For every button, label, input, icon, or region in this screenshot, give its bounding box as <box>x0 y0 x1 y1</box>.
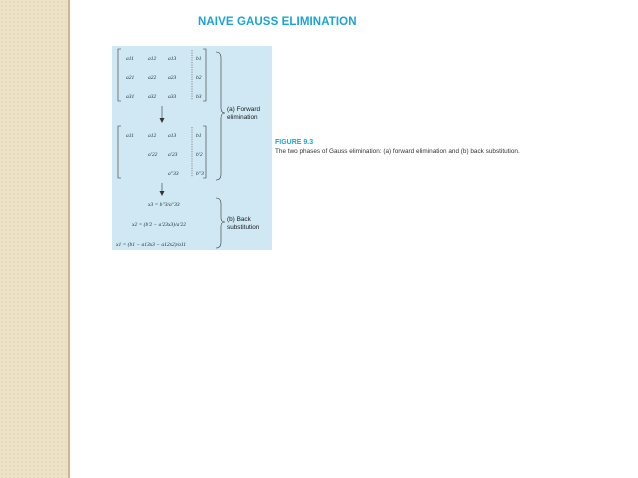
matrix1-entry-r1c3: a13 <box>168 56 177 62</box>
matrix1-entries <box>126 56 202 100</box>
gauss-elimination-diagram <box>112 46 272 250</box>
matrix1-entry-r2c1: a21 <box>126 75 135 81</box>
forward-arrow-head <box>160 118 165 123</box>
matrix1-entry-r3c2: a32 <box>148 94 157 100</box>
matrix2-entry-r2c4: b'2 <box>196 152 203 158</box>
matrix1-entry-r3c3: a33 <box>168 94 177 100</box>
figure-panel <box>112 46 272 250</box>
forward-label-line2: elimination <box>227 114 258 121</box>
matrix1-left-bracket <box>118 49 121 101</box>
back-label-line2: substitution <box>227 224 260 231</box>
equation-x1: x1 = (b1 − a13x3 − a12x2)/a11 <box>116 242 186 248</box>
matrix2-entry-r1c1: a11 <box>126 133 134 139</box>
back-label-line1: (b) Back <box>227 216 251 223</box>
matrix1-entry-r3c1: a31 <box>126 94 135 100</box>
matrix1-right-bracket <box>203 49 206 101</box>
side-strip-border <box>68 0 70 478</box>
decorative-side-strip <box>0 0 68 478</box>
slide-title: NAIVE GAUSS ELIMINATION <box>198 16 357 28</box>
matrix2-entry-r3c3: a''33 <box>168 171 179 177</box>
matrix1-entry-r3c4: b3 <box>196 94 202 100</box>
matrix1-entry-r1c2: a12 <box>148 56 157 62</box>
matrix1-entry-r1c1: a11 <box>126 56 134 62</box>
back-arrow-head <box>160 191 165 196</box>
matrix2-entry-r2c2: a'22 <box>148 152 158 158</box>
forward-elimination-brace <box>216 52 225 180</box>
matrix1-entry-r2c2: a22 <box>148 75 157 81</box>
forward-label-line1: (a) Forward <box>227 106 261 113</box>
figure-caption-title: FIGURE 9.3 <box>275 139 314 146</box>
back-substitution-brace <box>216 198 225 248</box>
matrix2-entry-r3c4: b''3 <box>196 171 204 177</box>
matrix1-entry-r2c3: a23 <box>168 75 177 81</box>
figure-caption-text: The two phases of Gauss elimination: (a) forward elimination and (b) back substitution. <box>275 148 520 155</box>
matrix1-entry-r1c4: b1 <box>196 56 202 62</box>
matrix1-entry-r2c4: b2 <box>196 75 202 81</box>
equation-x2: x2 = (b'2 − a'23x3)/a'22 <box>132 222 187 228</box>
equation-x3: x3 = b''3/a''33 <box>148 202 180 208</box>
matrix2-entry-r1c3: a13 <box>168 133 177 139</box>
matrix2-entry-r1c2: a12 <box>148 133 157 139</box>
matrix2-entries <box>126 133 204 177</box>
matrix2-entry-r2c3: a'23 <box>168 152 178 158</box>
matrix2-entry-r1c4: b1 <box>196 133 202 139</box>
matrix2-left-bracket <box>118 126 121 178</box>
